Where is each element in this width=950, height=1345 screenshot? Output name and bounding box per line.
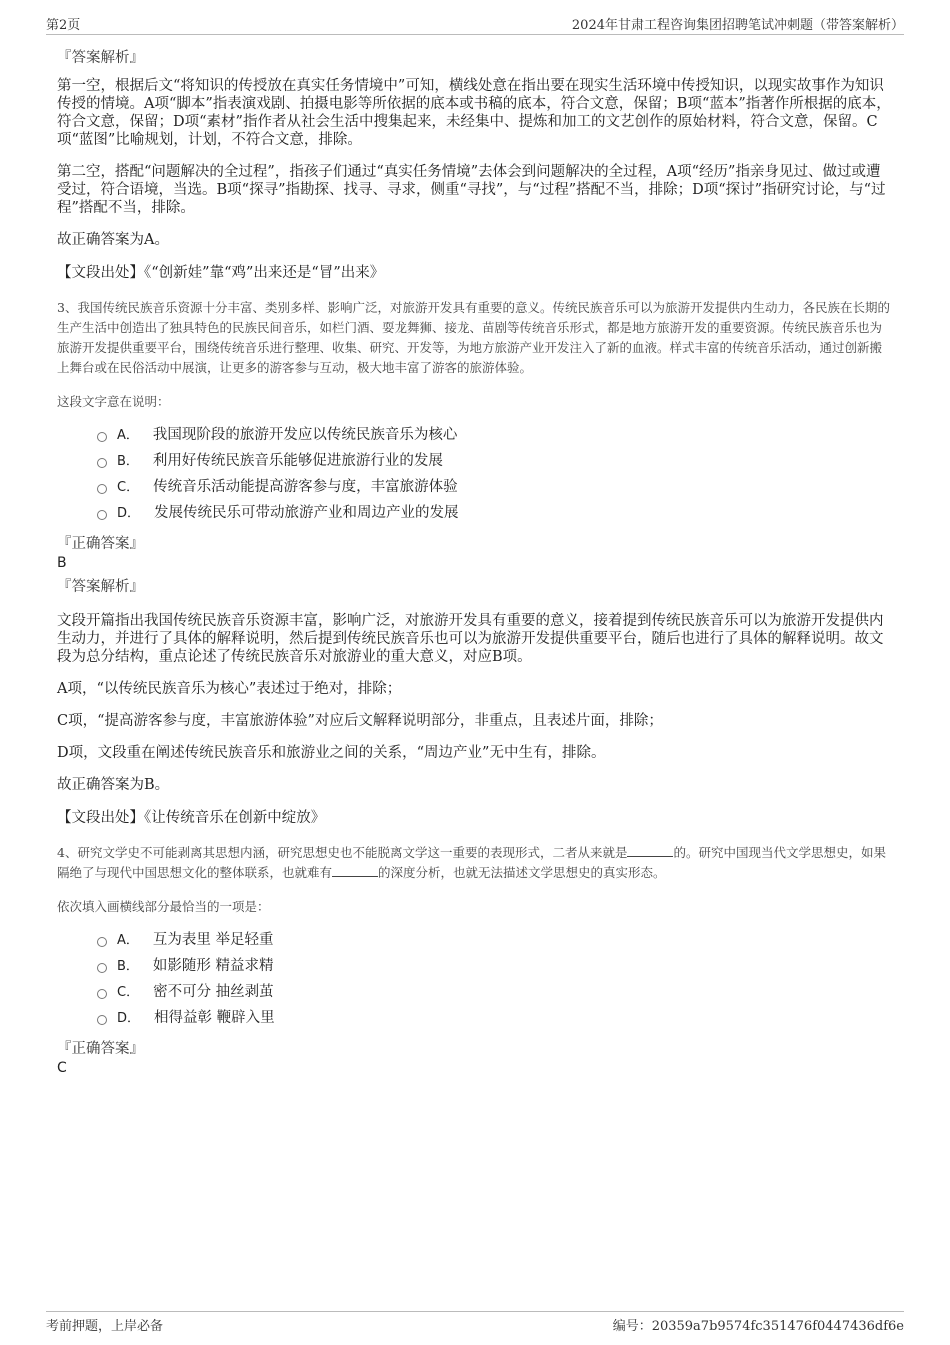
fill-blank bbox=[627, 844, 673, 857]
radio-button[interactable] bbox=[97, 1015, 107, 1025]
analysis-heading: 『答案解析』 bbox=[57, 50, 144, 66]
option-b[interactable] bbox=[97, 953, 893, 979]
option-list bbox=[57, 927, 893, 1031]
option-d[interactable] bbox=[97, 500, 893, 526]
analysis-conclusion: 故正确答案为A。 bbox=[57, 232, 169, 248]
option-text: 传统音乐活动能提高游客参与度，丰富旅游体验 bbox=[153, 479, 458, 495]
question-prompt: 依次填入画横线部分最恰当的一项是： bbox=[57, 899, 270, 914]
correct-answer: B bbox=[57, 555, 67, 571]
radio-button[interactable] bbox=[97, 484, 107, 494]
option-list bbox=[57, 422, 893, 526]
source-citation: 【文段出处】《“创新娃”靠“鸡”出来还是“冒”出来》 bbox=[57, 265, 385, 281]
correct-answer: C bbox=[57, 1060, 67, 1076]
question-stem: 3、我国传统民族音乐资源十分丰富、类别多样、影响广泛，对旅游开发具有重要的意义。传统民族音乐可以为旅游开发提供内生动力，各民族在长期的生产生活中创造出了独具特色的民族民间音乐，如栏门酒、耍龙舞狮、接龙、苗剧等传统音乐形式，都是地方旅游开发的重要资源。传统民族音乐也为旅游开发提供重要平台，围绕传统音乐进行整理、收集、研究、开发等，为地方旅游产业开发注入了新的血液。样式丰富的传统音乐活动，通过创新搬上舞台或在民俗活动中展演，让更多的游客参与互动，极大地丰富了游客的旅游体验。 bbox=[57, 300, 890, 375]
stem-text: 4、研究文学史不可能剥离其思想内涵，研究思想史也不能脱离文学这一重要的表现形式，二者从来就是 bbox=[57, 845, 628, 860]
option-text: 利用好传统民族音乐能够促进旅游行业的发展 bbox=[152, 453, 443, 469]
option-letter: D． bbox=[117, 1011, 141, 1026]
question-prompt: 这段文字意在说明： bbox=[57, 394, 170, 409]
analysis-paragraph: C项，“提高游客参与度，丰富旅游体验”对应后文解释说明部分，非重点，且表述片面，排除； bbox=[57, 713, 663, 729]
page-header bbox=[46, 14, 904, 35]
option-c[interactable] bbox=[97, 979, 893, 1005]
analysis-paragraph: 第二空，搭配“问题解决的全过程”，指孩子们通过“真实任务情境”去体会到问题解决的全过程，A项“经历”指亲身见过、做过或遭受过，符合语境，当选。B项“探寻”指勘探、找寻、寻求，侧重“寻找”，与“过程”搭配不当，排除；D项“探讨”指研究讨论，与“过程”搭配不当，排除。 bbox=[57, 164, 886, 216]
answer-heading: 『正确答案』 bbox=[57, 1041, 144, 1057]
radio-button[interactable] bbox=[97, 510, 107, 520]
option-a[interactable] bbox=[97, 422, 893, 448]
option-letter: B． bbox=[117, 959, 139, 974]
analysis-paragraph: A项，“以传统民族音乐为核心”表述过于绝对，排除； bbox=[57, 681, 402, 697]
analysis-paragraph: 第一空，根据后文“将知识的传授放在真实任务情境中”可知，横线处意在指出要在现实生活环境中传授知识，以现实故事作为知识传授的情境。A项“脚本”指表演戏剧、拍摄电影等所依据的底本或书稿的底本，符合文意，保留；B项“蓝本”指著作所根据的底本，符合文意，保留；D项“素材”指作者从社会生活中搜集起来，未经集中、提炼和加工的文艺创作的原始材料，符合文意，保留。C项“蓝图”比喻规划，计划，不符合文意，排除。 bbox=[57, 78, 891, 148]
stem-text: 的深度分析，也就无法描述文学思想史的真实形态。 bbox=[378, 865, 666, 880]
stem-text: 的。研究中国现当代文学思想史，如果隔绝了与现代中国思想文化的整体联系，也就难有 bbox=[57, 845, 886, 880]
analysis-paragraph: D项，文段重在阐述传统民族音乐和旅游业之间的关系，“周边产业”无中生有，排除。 bbox=[57, 745, 606, 761]
option-text: 发展传统民乐可带动旅游产业和周边产业的发展 bbox=[154, 505, 459, 521]
radio-button[interactable] bbox=[97, 458, 107, 468]
document-code: 编号：20359a7b9574fc351476f0447436df6e bbox=[612, 1319, 904, 1334]
answer-heading: 『正确答案』 bbox=[57, 536, 144, 552]
question-stem bbox=[57, 843, 893, 883]
analysis-conclusion: 故正确答案为B。 bbox=[57, 777, 170, 793]
question-4 bbox=[57, 843, 893, 1076]
source-citation: 【文段出处】《让传统音乐在创新中绽放》 bbox=[57, 810, 326, 826]
option-a[interactable] bbox=[97, 927, 893, 953]
analysis-heading: 『答案解析』 bbox=[57, 579, 144, 595]
option-letter: A． bbox=[117, 428, 139, 443]
option-text: 相得益彰 鞭辟入里 bbox=[154, 1010, 275, 1026]
option-letter: B． bbox=[117, 454, 139, 469]
document-title: 2024年甘肃工程咨询集团招聘笔试冲刺题（带答案解析） bbox=[571, 18, 904, 33]
option-text: 我国现阶段的旅游开发应以传统民族音乐为核心 bbox=[152, 427, 458, 443]
fill-blank bbox=[332, 864, 378, 877]
page-content bbox=[57, 46, 893, 1080]
radio-button[interactable] bbox=[97, 963, 107, 973]
option-text: 密不可分 抽丝剥茧 bbox=[153, 984, 274, 1000]
option-letter: C． bbox=[117, 985, 140, 1000]
page-number: 第2页 bbox=[46, 18, 81, 33]
q2-analysis-section bbox=[57, 46, 893, 282]
option-letter: D． bbox=[117, 506, 141, 521]
page-footer bbox=[46, 1311, 904, 1334]
option-d[interactable] bbox=[97, 1005, 893, 1031]
option-c[interactable] bbox=[97, 474, 893, 500]
option-b[interactable] bbox=[97, 448, 893, 474]
option-letter: A． bbox=[117, 933, 139, 948]
radio-button[interactable] bbox=[97, 432, 107, 442]
analysis-paragraph: 文段开篇指出我国传统民族音乐资源丰富，影响广泛，对旅游开发具有重要的意义，接着提到传统民族音乐可以为旅游开发提供内生动力，并进行了具体的解释说明，然后提到传统民族音乐也可以为旅游开发提供重要平台，随后也进行了具体的解释说明。故文段为总分结构，重点论述了传统民族音乐对旅游业的重大意义，对应B项。 bbox=[57, 613, 884, 665]
option-text: 互为表里 举足轻重 bbox=[152, 932, 274, 948]
question-3 bbox=[57, 298, 893, 827]
footer-slogan: 考前押题，上岸必备 bbox=[46, 1319, 164, 1334]
radio-button[interactable] bbox=[97, 937, 107, 947]
option-text: 如影随形 精益求精 bbox=[152, 958, 274, 974]
radio-button[interactable] bbox=[97, 989, 107, 999]
option-letter: C． bbox=[117, 480, 140, 495]
